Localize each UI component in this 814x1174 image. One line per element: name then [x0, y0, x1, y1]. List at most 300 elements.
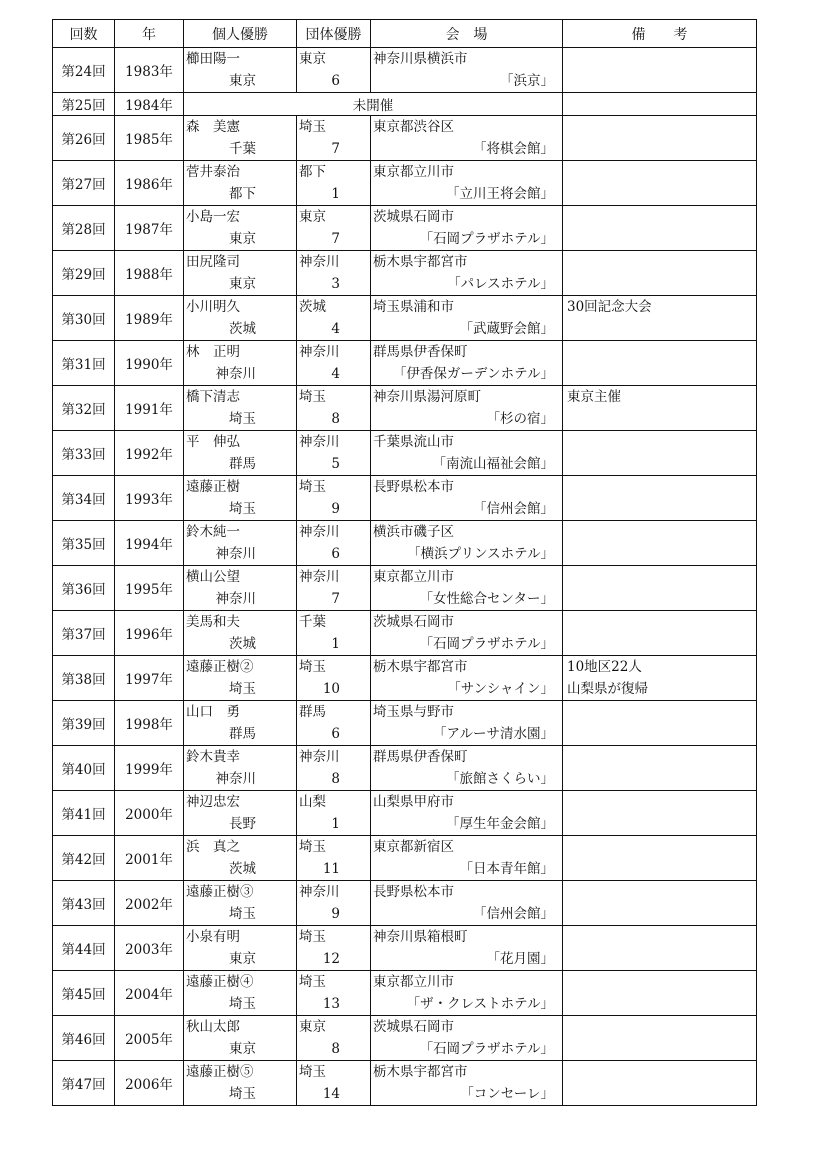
- team-name: 茨城: [299, 299, 326, 315]
- team-winner-cell: [297, 251, 371, 296]
- team-winner-cell: [297, 476, 371, 521]
- winner-prefecture: 埼玉: [229, 411, 256, 427]
- notes-cell: [563, 1061, 757, 1106]
- table-row: [53, 116, 757, 161]
- venue-cell: [371, 701, 563, 746]
- team-win-count: 4: [331, 321, 340, 337]
- team-win-count: 6: [331, 73, 340, 89]
- notes-cell: [563, 926, 757, 971]
- table-row: [53, 206, 757, 251]
- venue-hall: 「杉の宿」: [486, 411, 554, 427]
- table-row: [53, 386, 757, 431]
- note-line: [563, 791, 756, 813]
- venue-cell: [371, 521, 563, 566]
- team-win-count: 7: [331, 141, 340, 157]
- team-name: 埼玉: [299, 839, 326, 855]
- winner-prefecture: 茨城: [229, 861, 256, 877]
- notes-cell: [563, 1016, 757, 1061]
- table-row: [53, 971, 757, 1016]
- year-cell: 2001年: [115, 836, 184, 881]
- winner-name: 横山公望: [186, 569, 240, 585]
- team-win-count: 6: [331, 546, 340, 562]
- team-win-count: 8: [331, 411, 340, 427]
- team-win-count: 10: [322, 681, 340, 697]
- team-winner-cell: [297, 116, 371, 161]
- venue-cell: [371, 386, 563, 431]
- winner-name: 遠藤正樹⑤: [186, 1064, 254, 1080]
- individual-winner-cell: [184, 431, 297, 476]
- winner-name: 鈴木純一: [186, 524, 240, 540]
- winner-name: 美馬和夫: [186, 614, 240, 630]
- winner-prefecture: 埼玉: [229, 1086, 256, 1102]
- note-line: [563, 948, 756, 970]
- venue-hall: 「立川王将会館」: [446, 186, 554, 202]
- note-line: [563, 543, 756, 565]
- note-line: [563, 746, 756, 768]
- table-row: [53, 48, 757, 93]
- header-year: 年: [115, 20, 184, 48]
- round-number-cell: 第44回: [53, 926, 115, 971]
- winner-prefecture: 千葉: [229, 141, 256, 157]
- individual-winner-cell: [184, 1016, 297, 1061]
- venue-location: 東京都立川市: [373, 974, 454, 990]
- venue-hall: 「南流山福祉会館」: [432, 456, 554, 472]
- year-cell: 1997年: [115, 656, 184, 701]
- team-winner-cell: [297, 386, 371, 431]
- venue-location: 東京都新宿区: [373, 839, 454, 855]
- table-row: [53, 431, 757, 476]
- note-line: [563, 971, 756, 993]
- table-row: [53, 161, 757, 206]
- note-line: [563, 251, 756, 273]
- year-cell: 1998年: [115, 701, 184, 746]
- year-cell: 1993年: [115, 476, 184, 521]
- year-cell: 1992年: [115, 431, 184, 476]
- year-cell: 1995年: [115, 566, 184, 611]
- venue-cell: [371, 926, 563, 971]
- team-name: 神奈川: [299, 434, 340, 450]
- team-winner-cell: [297, 1016, 371, 1061]
- winner-name: 遠藤正樹④: [186, 974, 254, 990]
- team-win-count: 9: [331, 906, 340, 922]
- notes-cell: [563, 431, 757, 476]
- winner-prefecture: 神奈川: [215, 771, 256, 787]
- table-row: [53, 566, 757, 611]
- winner-prefecture: 埼玉: [229, 996, 256, 1012]
- venue-location: 東京都立川市: [373, 164, 454, 180]
- team-win-count: 1: [331, 636, 340, 652]
- note-line: [563, 183, 756, 205]
- notes-cell: [563, 386, 757, 431]
- individual-winner-cell: [184, 521, 297, 566]
- venue-hall: 「伊香保ガーデンホテル」: [392, 366, 554, 382]
- team-name: 神奈川: [299, 884, 340, 900]
- team-winner-cell: [297, 48, 371, 93]
- venue-location: 茨城県石岡市: [373, 614, 454, 630]
- individual-winner-cell: [184, 296, 297, 341]
- notes-cell: [563, 48, 757, 93]
- round-number-cell: 第28回: [53, 206, 115, 251]
- individual-winner-cell: [184, 701, 297, 746]
- note-line: [563, 701, 756, 723]
- venue-cell: [371, 476, 563, 521]
- notes-cell: [563, 611, 757, 656]
- team-win-count: 12: [322, 951, 340, 967]
- venue-hall: 「旅館さくらい」: [446, 771, 554, 787]
- team-win-count: 3: [331, 276, 340, 292]
- team-name: 神奈川: [299, 254, 340, 270]
- year-cell: 1984年: [115, 93, 184, 116]
- winner-name: 林 正明: [186, 344, 240, 360]
- venue-hall: 「石岡プラザホテル」: [419, 636, 554, 652]
- note-line: [563, 408, 756, 430]
- team-name: 神奈川: [299, 344, 340, 360]
- venue-location: 長野県松本市: [373, 884, 454, 900]
- winner-name: 田尻隆司: [186, 254, 240, 270]
- year-cell: 1990年: [115, 341, 184, 386]
- note-line: 東京主催: [567, 389, 621, 405]
- winner-name: 遠藤正樹: [186, 479, 240, 495]
- team-winner-cell: [297, 926, 371, 971]
- venue-cell: [371, 836, 563, 881]
- team-name: 神奈川: [299, 749, 340, 765]
- individual-winner-cell: [184, 836, 297, 881]
- venue-cell: [371, 611, 563, 656]
- individual-winner-cell: [184, 116, 297, 161]
- year-cell: 1999年: [115, 746, 184, 791]
- year-cell: 1988年: [115, 251, 184, 296]
- team-name: 埼玉: [299, 659, 326, 675]
- venue-location: 千葉県流山市: [373, 434, 454, 450]
- note-line: 10地区22人: [567, 659, 642, 675]
- table-row: [53, 656, 757, 701]
- team-winner-cell: [297, 656, 371, 701]
- note-line: [563, 566, 756, 588]
- winner-name: 鈴木貴幸: [186, 749, 240, 765]
- individual-winner-cell: [184, 746, 297, 791]
- team-name: 埼玉: [299, 974, 326, 990]
- winner-prefecture: 埼玉: [229, 501, 256, 517]
- venue-cell: [371, 431, 563, 476]
- team-win-count: 7: [331, 591, 340, 607]
- round-number-cell: 第27回: [53, 161, 115, 206]
- team-winner-cell: [297, 836, 371, 881]
- venue-hall: 「浜京」: [500, 73, 554, 89]
- venue-location: 神奈川県湯河原町: [373, 389, 481, 405]
- round-number-cell: 第37回: [53, 611, 115, 656]
- team-name: 千葉: [299, 614, 326, 630]
- table-row: [53, 881, 757, 926]
- venue-cell: [371, 791, 563, 836]
- team-win-count: 6: [331, 726, 340, 742]
- round-number-cell: 第24回: [53, 48, 115, 93]
- winner-prefecture: 神奈川: [215, 366, 256, 382]
- team-winner-cell: [297, 296, 371, 341]
- team-winner-cell: [297, 161, 371, 206]
- winner-name: 平 伸弘: [186, 434, 240, 450]
- winner-name: 神辺忠宏: [186, 794, 240, 810]
- venue-cell: [371, 1061, 563, 1106]
- year-cell: 1985年: [115, 116, 184, 161]
- table-row: [53, 251, 757, 296]
- venue-cell: [371, 656, 563, 701]
- note-line: [563, 723, 756, 745]
- team-name: 東京: [299, 51, 326, 67]
- note-line: [563, 161, 756, 183]
- note-line: [563, 206, 756, 228]
- round-number-cell: 第42回: [53, 836, 115, 881]
- winner-prefecture: 東京: [229, 951, 256, 967]
- table-header: [53, 20, 757, 48]
- individual-winner-cell: [184, 251, 297, 296]
- venue-cell: [371, 296, 563, 341]
- note-line: [563, 858, 756, 880]
- team-winner-cell: [297, 791, 371, 836]
- note-line: [563, 116, 756, 138]
- venue-cell: [371, 206, 563, 251]
- notes-cell: [563, 341, 757, 386]
- venue-location: 埼玉県浦和市: [373, 299, 454, 315]
- notes-cell: [563, 971, 757, 1016]
- team-name: 埼玉: [299, 1064, 326, 1080]
- venue-hall: 「花月園」: [486, 951, 554, 967]
- winner-name: 小泉有明: [186, 929, 240, 945]
- table-row: [53, 791, 757, 836]
- venue-hall: 「石岡プラザホテル」: [419, 231, 554, 247]
- winner-prefecture: 長野: [229, 816, 256, 832]
- year-cell: 1996年: [115, 611, 184, 656]
- team-winner-cell: [297, 206, 371, 251]
- note-line: [563, 881, 756, 903]
- venue-location: 群馬県伊香保町: [373, 749, 468, 765]
- venue-hall: 「女性総合センター」: [419, 591, 554, 607]
- note-line: [563, 1083, 756, 1105]
- winner-prefecture: 東京: [229, 276, 256, 292]
- winner-prefecture: 神奈川: [215, 546, 256, 562]
- winner-prefecture: 茨城: [229, 636, 256, 652]
- year-cell: 2003年: [115, 926, 184, 971]
- round-number-cell: 第38回: [53, 656, 115, 701]
- winner-name: 遠藤正樹②: [186, 659, 254, 675]
- winner-name: 櫛田陽一: [186, 51, 240, 67]
- venue-hall: 「石岡プラザホテル」: [419, 1041, 554, 1057]
- note-line: [563, 611, 756, 633]
- winner-name: 小川明久: [186, 299, 240, 315]
- winner-name: 菅井泰治: [186, 164, 240, 180]
- round-number-cell: 第43回: [53, 881, 115, 926]
- team-name: 埼玉: [299, 929, 326, 945]
- individual-winner-cell: [184, 791, 297, 836]
- venue-cell: [371, 251, 563, 296]
- table-row: [53, 701, 757, 746]
- header-notes: 備 考: [563, 20, 757, 48]
- table-row: [53, 341, 757, 386]
- venue-hall: 「将棋会館」: [473, 141, 554, 157]
- team-winner-cell: [297, 566, 371, 611]
- year-cell: 1986年: [115, 161, 184, 206]
- notes-cell: [563, 746, 757, 791]
- note-line: [563, 476, 756, 498]
- venue-hall: 「武蔵野会館」: [459, 321, 554, 337]
- team-name: 山梨: [299, 794, 326, 810]
- team-win-count: 8: [331, 771, 340, 787]
- team-win-count: 1: [331, 186, 340, 202]
- note-line: [563, 341, 756, 363]
- notes-cell: [563, 476, 757, 521]
- venue-location: 群馬県伊香保町: [373, 344, 468, 360]
- venue-location: 長野県松本市: [373, 479, 454, 495]
- team-winner-cell: [297, 746, 371, 791]
- round-number-cell: 第40回: [53, 746, 115, 791]
- venue-location: 栃木県宇都宮市: [373, 254, 468, 270]
- notes-cell: [563, 566, 757, 611]
- note-line: [563, 588, 756, 610]
- team-winner-cell: [297, 881, 371, 926]
- venue-cell: [371, 881, 563, 926]
- table-row: [53, 476, 757, 521]
- table-row: [53, 296, 757, 341]
- note-line: [563, 273, 756, 295]
- individual-winner-cell: [184, 971, 297, 1016]
- venue-hall: 「サンシャイン」: [447, 681, 554, 697]
- venue-cell: [371, 746, 563, 791]
- notes-cell: [563, 93, 757, 116]
- header-num: 回数: [53, 20, 115, 48]
- note-line: [563, 836, 756, 858]
- note-line: [563, 633, 756, 655]
- winner-name: 森 美憲: [186, 119, 240, 135]
- year-cell: 2000年: [115, 791, 184, 836]
- venue-hall: 「ザ・クレストホテル」: [406, 996, 554, 1012]
- year-cell: 1987年: [115, 206, 184, 251]
- table-row: [53, 521, 757, 566]
- notes-cell: [563, 206, 757, 251]
- venue-hall: 「パレスホテル」: [447, 276, 554, 292]
- note-line: [563, 318, 756, 340]
- venue-location: 横浜市磯子区: [373, 524, 454, 540]
- venue-cell: [371, 161, 563, 206]
- winner-name: 遠藤正樹③: [186, 884, 254, 900]
- individual-winner-cell: [184, 1061, 297, 1106]
- header-row: [53, 20, 757, 48]
- year-cell: 2002年: [115, 881, 184, 926]
- team-winner-cell: [297, 341, 371, 386]
- venue-location: 神奈川県箱根町: [373, 929, 468, 945]
- round-number-cell: 第26回: [53, 116, 115, 161]
- year-cell: 2005年: [115, 1016, 184, 1061]
- individual-winner-cell: [184, 341, 297, 386]
- table-row: [53, 1061, 757, 1106]
- winner-prefecture: 都下: [229, 186, 256, 202]
- table-row: [53, 611, 757, 656]
- venue-location: 東京都渋谷区: [373, 119, 454, 135]
- round-number-cell: 第35回: [53, 521, 115, 566]
- team-win-count: 7: [331, 231, 340, 247]
- team-win-count: 1: [331, 816, 340, 832]
- venue-location: 栃木県宇都宮市: [373, 659, 468, 675]
- note-line: [563, 926, 756, 948]
- venue-cell: [371, 48, 563, 93]
- year-cell: 1991年: [115, 386, 184, 431]
- notes-cell: [563, 836, 757, 881]
- team-win-count: 11: [322, 861, 340, 877]
- header-individual: 個人優勝: [184, 20, 297, 48]
- notes-cell: [563, 116, 757, 161]
- team-name: 東京: [299, 1019, 326, 1035]
- winner-name: 小島一宏: [186, 209, 240, 225]
- note-line: [563, 521, 756, 543]
- team-name: 群馬: [299, 704, 326, 720]
- team-win-count: 14: [322, 1086, 340, 1102]
- round-number-cell: 第30回: [53, 296, 115, 341]
- venue-cell: [371, 566, 563, 611]
- team-name: 埼玉: [299, 389, 326, 405]
- year-cell: 1994年: [115, 521, 184, 566]
- winner-prefecture: 埼玉: [229, 681, 256, 697]
- table-row: [53, 746, 757, 791]
- individual-winner-cell: [184, 566, 297, 611]
- year-cell: 1983年: [115, 48, 184, 93]
- year-cell: 2004年: [115, 971, 184, 1016]
- round-number-cell: 第32回: [53, 386, 115, 431]
- table-row: [53, 93, 757, 116]
- round-number-cell: 第31回: [53, 341, 115, 386]
- venue-hall: 「コンセーレ」: [460, 1086, 554, 1102]
- note-line: [563, 903, 756, 925]
- year-cell: 2006年: [115, 1061, 184, 1106]
- winner-prefecture: 東京: [229, 1041, 256, 1057]
- team-win-count: 5: [331, 456, 340, 472]
- individual-winner-cell: [184, 656, 297, 701]
- individual-winner-cell: [184, 386, 297, 431]
- header-venue: 会 場: [371, 20, 563, 48]
- round-number-cell: 第39回: [53, 701, 115, 746]
- notes-cell: [563, 701, 757, 746]
- note-line: 30回記念大会: [567, 299, 652, 315]
- individual-winner-cell: [184, 476, 297, 521]
- team-winner-cell: [297, 431, 371, 476]
- individual-winner-cell: [184, 48, 297, 93]
- winner-name: 秋山太郎: [186, 1019, 240, 1035]
- winner-prefecture: 神奈川: [215, 591, 256, 607]
- team-win-count: 13: [322, 996, 340, 1012]
- round-number-cell: 第46回: [53, 1016, 115, 1061]
- team-name: 埼玉: [299, 119, 326, 135]
- round-number-cell: 第41回: [53, 791, 115, 836]
- notes-cell: [563, 296, 757, 341]
- venue-cell: [371, 1016, 563, 1061]
- note-line: [563, 813, 756, 835]
- team-name: 都下: [299, 164, 326, 180]
- note-line: 山梨県が復帰: [567, 681, 648, 697]
- note-line: [563, 70, 756, 92]
- header-team: 団体優勝: [297, 20, 371, 48]
- team-winner-cell: [297, 1061, 371, 1106]
- venue-cell: [371, 341, 563, 386]
- round-number-cell: 第45回: [53, 971, 115, 1016]
- round-number-cell: 第25回: [53, 93, 115, 116]
- venue-location: 神奈川県横浜市: [373, 51, 468, 67]
- winner-prefecture: 群馬: [229, 726, 256, 742]
- team-winner-cell: [297, 701, 371, 746]
- venue-hall: 「横浜プリンスホテル」: [407, 546, 554, 562]
- not-held-cell: 未開催: [184, 93, 563, 116]
- round-number-cell: 第34回: [53, 476, 115, 521]
- round-number-cell: 第36回: [53, 566, 115, 611]
- venue-location: 東京都立川市: [373, 569, 454, 585]
- venue-hall: 「信州会館」: [473, 906, 554, 922]
- team-win-count: 9: [331, 501, 340, 517]
